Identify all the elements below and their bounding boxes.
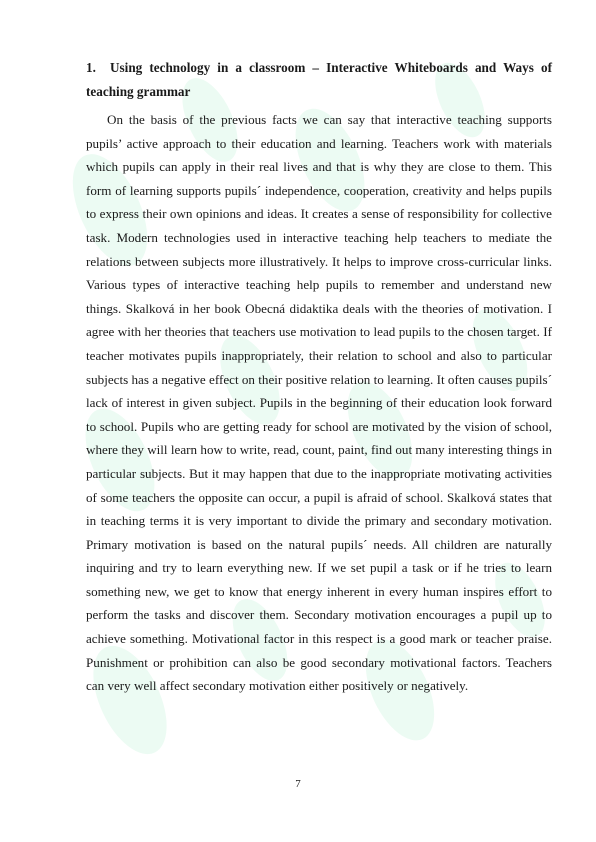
body-paragraph: On the basis of the previous facts we can say that interactive teaching supports pupils’ active approach to their education and learning. Teachers work with materials which pupils can apply in their real lives and that is why they are close to them. This form of learning supports pupils´ independence, cooperation, creativity and helps pupils to express their own opinions and ideas. It creates a sense of responsibility for collective task. Modern technologies used in interactive teaching help teachers to mediate the relations between subjects more illustratively. It helps to improve cross-curricular links. Various types of interactive teaching help pupils to remember and understand new things. Skalková in her book Obecná didaktika deals with the theories of motivation. I agree with her theories that teachers use motivation to lead pupils to the chosen target. If teacher motivates pupils inappropriately, their relation to school and also to particular subjects has a negative effect on their positive relation to learning. It often causes pupils´ lack of interest in given subject. Pupils in the beginning of their education look forward to school. Pupils who are getting ready for school are motivated by the vision of school, where they will learn how to write, read, count, paint, find out many interesting things in particular subjects. But it may happen that due to the inappropriate motivating activities of some teachers the opposite can occur, a pupil is afraid of school. Skalková states that in teaching terms it is very important to divide the primary and secondary motivation. Primary motivation is based on the natural pupils´ needs. All children are naturally inquiring and try to learn everything new. If we set pupil a task or if he tries to learn something new, we get to know that energy inherent in every human inspires effort to perform the tasks and discover them. Secondary motivation encourages a pupil up to achieve something. Motivational factor in this respect is a good mark or teacher praise. Punishment or prohibition can also be good secondary motivational factors. Teachers can very well affect secondary motivation either positively or negatively.: [86, 112, 552, 694]
document-body: [86, 56, 552, 698]
section-number: 1.: [86, 60, 96, 75]
section-title: Using technology in a classroom – Interactive Whiteboards and Ways of teaching grammar: [86, 60, 552, 99]
section-heading: [86, 56, 552, 103]
page-number: 7: [295, 778, 301, 790]
